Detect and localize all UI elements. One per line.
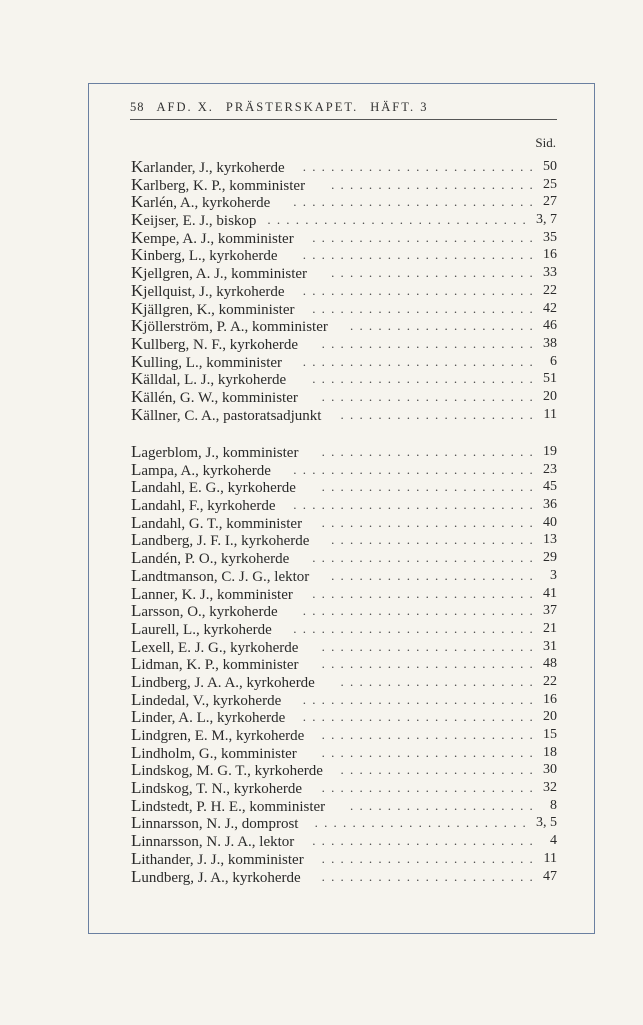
entry-page: 21 bbox=[543, 620, 557, 636]
index-entry bbox=[131, 496, 557, 514]
dot-leader: ........................ bbox=[312, 371, 539, 387]
index-entry bbox=[131, 549, 557, 567]
index-entry bbox=[131, 443, 557, 461]
index-entry bbox=[131, 691, 557, 709]
entry-name: Keijser, E. J., biskop bbox=[131, 210, 257, 230]
index-entry bbox=[131, 567, 557, 585]
entry-name: Lindskog, M. G. T., kyrkoherde bbox=[131, 760, 323, 780]
dot-leader: ..................... bbox=[340, 673, 539, 689]
entry-page: 22 bbox=[543, 282, 557, 298]
entry-name: Karlander, J., kyrkoherde bbox=[131, 157, 285, 176]
index-entry bbox=[131, 638, 557, 656]
entry-name: Linder, A. L., kyrkoherde bbox=[131, 707, 286, 727]
entry-page: 31 bbox=[543, 638, 557, 654]
entry-page: 13 bbox=[543, 532, 557, 548]
dot-leader: .......................... bbox=[293, 620, 539, 636]
index-entry bbox=[131, 370, 557, 388]
dot-leader: ....................... bbox=[321, 850, 539, 866]
entry-name: Karlén, A., kyrkoherde bbox=[131, 192, 271, 212]
entry-page: 37 bbox=[543, 603, 557, 619]
entry-name: Källdal, L. J., kyrkoherde bbox=[131, 369, 287, 389]
dot-leader: ........................ bbox=[312, 833, 539, 849]
dot-leader: ......................... bbox=[302, 709, 539, 725]
entry-name: Lindedal, V., kyrkoherde bbox=[131, 689, 282, 709]
entry-name: Kullberg, N. F., kyrkoherde bbox=[131, 333, 299, 353]
dot-leader: ........................ bbox=[312, 585, 539, 601]
dot-leader: .................... bbox=[350, 318, 539, 334]
entry-name: Landahl, E. G., kyrkoherde bbox=[131, 477, 296, 497]
entry-page: 40 bbox=[543, 514, 557, 530]
index-entry bbox=[131, 585, 557, 603]
index-entry bbox=[131, 726, 557, 744]
index-entry bbox=[131, 264, 557, 282]
entry-name: Lindstedt, P. H. E., komminister bbox=[131, 795, 326, 815]
entry-name: Kjellgren, A. J., komminister bbox=[131, 263, 308, 283]
dot-leader: ....................... bbox=[321, 868, 539, 884]
entry-name: Karlberg, K. P., komminister bbox=[131, 174, 306, 194]
entry-name: Källner, C. A., pastoratsadjunkt bbox=[131, 404, 322, 424]
index-entry bbox=[131, 317, 557, 335]
dot-leader: ......................... bbox=[302, 159, 539, 174]
header-haft: HÄFT. 3 bbox=[370, 100, 429, 114]
entry-name: Kinberg, L., kyrkoherde bbox=[131, 245, 278, 265]
dot-leader: ....................... bbox=[321, 335, 539, 351]
dot-leader: ......................... bbox=[302, 691, 539, 707]
dot-leader: ...................... bbox=[331, 532, 539, 548]
dot-leader: ...................... bbox=[331, 567, 539, 583]
entry-page: 3, 5 bbox=[536, 815, 557, 831]
entry-name: Linnarsson, N. J., domprost bbox=[131, 813, 299, 833]
dot-leader: ....................... bbox=[321, 780, 539, 796]
entry-page: 15 bbox=[543, 727, 557, 742]
entry-page: 45 bbox=[543, 479, 557, 495]
entry-page: 38 bbox=[543, 335, 557, 351]
index-entry bbox=[131, 514, 557, 532]
entry-name: Lidman, K. P., komminister bbox=[131, 654, 299, 674]
dot-leader: ....................... bbox=[321, 388, 539, 404]
dot-leader: .......................... bbox=[293, 461, 539, 477]
entry-page: 51 bbox=[543, 371, 557, 387]
entry-page: 22 bbox=[543, 673, 557, 689]
entry-page: 48 bbox=[543, 656, 557, 672]
entry-page: 35 bbox=[543, 229, 557, 245]
index-entry bbox=[131, 461, 557, 479]
index-entry bbox=[131, 193, 557, 211]
index-entry bbox=[131, 229, 557, 247]
entry-name: Laurell, L., kyrkoherde bbox=[131, 618, 272, 638]
index-entry bbox=[131, 478, 557, 496]
index-entry bbox=[131, 620, 557, 638]
entry-name: Lagerblom, J., komminister bbox=[131, 442, 299, 461]
entry-name: Lundberg, J. A., kyrkoherde bbox=[131, 866, 301, 886]
index-entry bbox=[131, 353, 557, 371]
dot-leader: .......................... bbox=[293, 497, 539, 513]
entry-name: Källén, G. W., komminister bbox=[131, 386, 298, 406]
entry-page: 29 bbox=[543, 550, 557, 566]
dot-leader: ........................ bbox=[312, 300, 539, 316]
dot-leader: ......................... bbox=[302, 247, 539, 263]
page-column-label: Sid. bbox=[535, 135, 556, 150]
dot-leader: ....................... bbox=[321, 514, 539, 530]
dot-leader: ............................ bbox=[267, 212, 532, 228]
entry-name: Kulling, L., komminister bbox=[131, 351, 283, 371]
index-section-k bbox=[131, 158, 557, 423]
index-entry bbox=[131, 797, 557, 815]
entry-page: 42 bbox=[543, 300, 557, 316]
entry-name: Kempe, A. J., komminister bbox=[131, 227, 294, 247]
entry-page: 36 bbox=[543, 497, 557, 513]
entry-name: Lindholm, G., komminister bbox=[131, 742, 297, 762]
index-entry bbox=[131, 779, 557, 797]
index-entry bbox=[131, 744, 557, 762]
entry-page: 23 bbox=[543, 461, 557, 477]
index-entry bbox=[131, 761, 557, 779]
dot-leader: ....................... bbox=[321, 444, 539, 459]
dot-leader: ....................... bbox=[321, 638, 539, 654]
entry-page: 47 bbox=[543, 868, 557, 884]
dot-leader: ....................... bbox=[321, 744, 539, 760]
entry-name: Lampa, A., kyrkoherde bbox=[131, 459, 271, 479]
dot-leader: ..................... bbox=[340, 762, 539, 778]
index-entry bbox=[131, 531, 557, 549]
entry-name: Larsson, O., kyrkoherde bbox=[131, 601, 278, 621]
entry-page: 16 bbox=[543, 691, 557, 707]
entry-page: 11 bbox=[543, 850, 557, 866]
index-entry bbox=[131, 335, 557, 353]
index-entry bbox=[131, 388, 557, 406]
entry-page: 25 bbox=[543, 176, 557, 192]
entry-page: 11 bbox=[543, 406, 557, 422]
entry-name: Landtmanson, C. J. G., lektor bbox=[131, 565, 310, 585]
entry-page: 33 bbox=[543, 265, 557, 281]
dot-leader: ........................ bbox=[312, 229, 539, 245]
entry-page: 4 bbox=[550, 833, 557, 849]
dot-leader: ....................... bbox=[321, 479, 539, 495]
dot-leader: ........................ bbox=[312, 550, 539, 566]
dot-leader: ......................... bbox=[302, 603, 539, 619]
index-entry bbox=[131, 673, 557, 691]
dot-leader: ......................... bbox=[302, 353, 539, 369]
page-number: 58 bbox=[130, 100, 145, 114]
entry-name: Linnarsson, N. J. A., lektor bbox=[131, 831, 295, 851]
index-section-l bbox=[131, 443, 557, 885]
index-entry bbox=[131, 158, 557, 176]
index-entry bbox=[131, 655, 557, 673]
dot-leader: ....................... bbox=[314, 815, 532, 831]
entry-name: Lexell, E. J. G., kyrkoherde bbox=[131, 636, 299, 656]
entry-page: 18 bbox=[543, 744, 557, 760]
entry-name: Landahl, F., kyrkoherde bbox=[131, 495, 276, 515]
index-entry bbox=[131, 602, 557, 620]
index-entry bbox=[131, 176, 557, 194]
running-header bbox=[130, 100, 558, 115]
dot-leader: ..................... bbox=[340, 406, 539, 422]
entry-page: 32 bbox=[543, 780, 557, 796]
header-title: PRÄSTERSKAPET. bbox=[225, 100, 359, 114]
entry-page: 16 bbox=[543, 247, 557, 263]
dot-leader: ....................... bbox=[321, 656, 539, 672]
index-entry bbox=[131, 708, 557, 726]
index-entry bbox=[131, 300, 557, 318]
index-entry bbox=[131, 868, 557, 886]
entry-page: 20 bbox=[543, 388, 557, 404]
dot-leader: .................... bbox=[350, 797, 539, 813]
entry-name: Kjellquist, J., kyrkoherde bbox=[131, 280, 285, 300]
entry-page: 6 bbox=[550, 353, 557, 369]
index-entry bbox=[131, 282, 557, 300]
index-entry bbox=[131, 832, 557, 850]
header-rule bbox=[130, 119, 557, 120]
index-entry bbox=[131, 246, 557, 264]
dot-leader: ...................... bbox=[331, 176, 539, 192]
dot-leader: ...................... bbox=[331, 265, 539, 281]
entry-page: 50 bbox=[543, 159, 557, 174]
entry-page: 3, 7 bbox=[536, 212, 557, 228]
entry-page: 46 bbox=[543, 318, 557, 334]
entry-page: 19 bbox=[543, 444, 557, 459]
entry-page: 20 bbox=[543, 709, 557, 725]
entry-page: 30 bbox=[543, 762, 557, 778]
entry-name: Landberg, J. F. I., kyrkoherde bbox=[131, 530, 310, 550]
entry-page: 27 bbox=[543, 194, 557, 210]
entry-page: 41 bbox=[543, 585, 557, 601]
entry-name: Lithander, J. J., komminister bbox=[131, 848, 304, 868]
dot-leader: .......................... bbox=[293, 194, 539, 210]
entry-page: 8 bbox=[550, 797, 557, 813]
entry-name: Lindgren, E. M., kyrkoherde bbox=[131, 725, 305, 744]
dot-leader: ....................... bbox=[321, 727, 539, 742]
index-entry bbox=[131, 406, 557, 424]
entry-name: Lindberg, J. A. A., kyrkoherde bbox=[131, 671, 315, 691]
header-afd: AFD. X. bbox=[156, 100, 214, 114]
index-entry bbox=[131, 814, 557, 832]
dot-leader: ......................... bbox=[302, 282, 539, 298]
entry-name: Landahl, G. T., komminister bbox=[131, 512, 303, 532]
entry-name: Kjöllerström, P. A., komminister bbox=[131, 316, 328, 336]
entry-name: Lanner, K. J., komminister bbox=[131, 583, 293, 603]
index-entry bbox=[131, 850, 557, 868]
entry-name: Lindskog, T. N., kyrkoherde bbox=[131, 778, 303, 798]
entry-name: Kjällgren, K., komminister bbox=[131, 298, 295, 318]
entry-name: Landén, P. O., kyrkoherde bbox=[131, 548, 290, 568]
index-entry bbox=[131, 211, 557, 229]
entry-page: 3 bbox=[550, 567, 557, 583]
